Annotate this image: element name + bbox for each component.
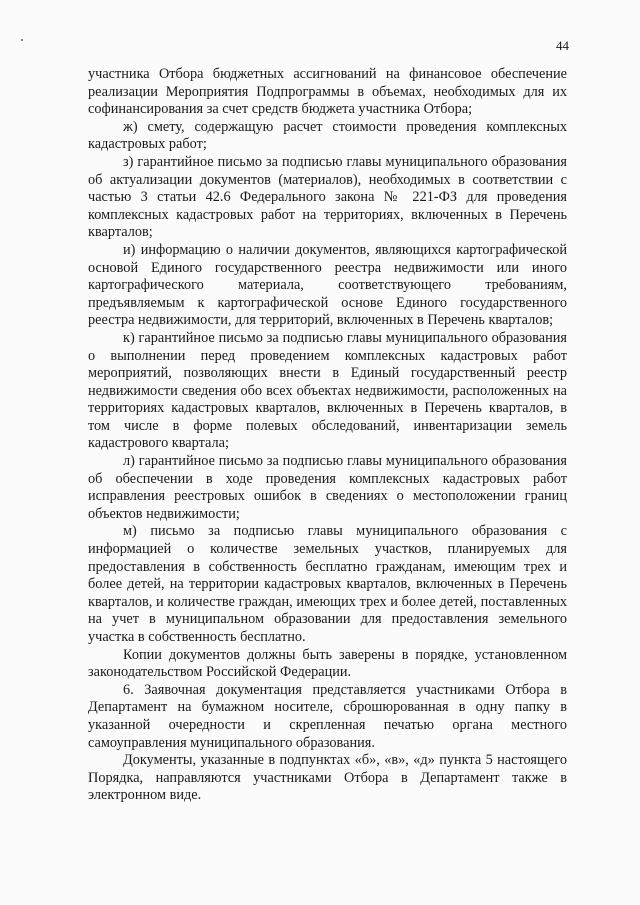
paragraph-copies: Копии документов должны быть заверены в порядке, установленном законодательством Российской Федерации. (88, 646, 567, 681)
paragraph-continuation: участника Отбора бюджетных ассигнований на финансовое обеспечение реализации Мероприятия Подпрограммы в объемах, необходимых для их софинансирования за счет средств бюджета участника Отбора; (88, 66, 567, 118)
paragraph-item-i: и) информацию о наличии документов, являющихся картографической основой Единого государственного реестра недвижимости или иного картографического материала, соответствующего требованиям, предъявляемым к картографической основе Единого государственного реестра недвижимости, для территорий, включенных в Перечень кварталов; (88, 241, 567, 329)
paragraph-item-m: м) письмо за подписью главы муниципального образования с информацией о количестве земельных участков, планируемых для предоставления в собственность бесплатно гражданам, имеющим трех и более детей, на территории кадастровых кварталов, включенных в Перечень кварталов, и количестве граждан, имеющих трех и более детей, поставленных на учет в муниципальном образовании для предоставления земельного участка в собственность бесплатно. (88, 523, 567, 645)
paragraph-item-zh: ж) смету, содержащую расчет стоимости проведения комплексных кадастровых работ; (88, 118, 567, 153)
paragraph-section-6: 6. Заявочная документация представляется участниками Отбора в Департамент на бумажном носителе, сброшюрованная в одну папку в указанной очередности и скрепленная печатью органа местного самоуправления муниципального образования. (88, 681, 567, 751)
paragraph-item-z: з) гарантийное письмо за подписью главы муниципального образования об актуализации документов (материалов), необходимых в соответствии с частью 3 статьи 42.6 Федерального закона № 221-ФЗ для проведения комплексных кадастровых работ на территориях, включенных в Перечень кварталов; (88, 153, 567, 241)
paragraph-item-k: к) гарантийное письмо за подписью главы муниципального образования о выполнении перед проведением комплексных кадастровых работ мероприятий, позволяющих внести в Единый государственный реестр недвижимости сведения обо всех объектах недвижимости, расположенных на территориях кадастровых кварталов, включенных в Перечень кварталов, в том числе в форме полевых обследований, инвентаризации земель кадастрового квартала; (88, 329, 567, 452)
scan-speck (21, 39, 23, 41)
document-body (88, 66, 567, 805)
page-number: 44 (556, 38, 569, 53)
paragraph-electronic: Документы, указанные в подпунктах «б», «в», «д» пункта 5 настоящего Порядка, направляются участниками Отбора в Департамент также в электронном виде. (88, 752, 567, 804)
paragraph-item-l: л) гарантийное письмо за подписью главы муниципального образования об обеспечении в ходе проведения комплексных кадастровых работ исправления реестровых ошибок в сведениях о местоположении границ объектов недвижимости; (88, 453, 567, 522)
